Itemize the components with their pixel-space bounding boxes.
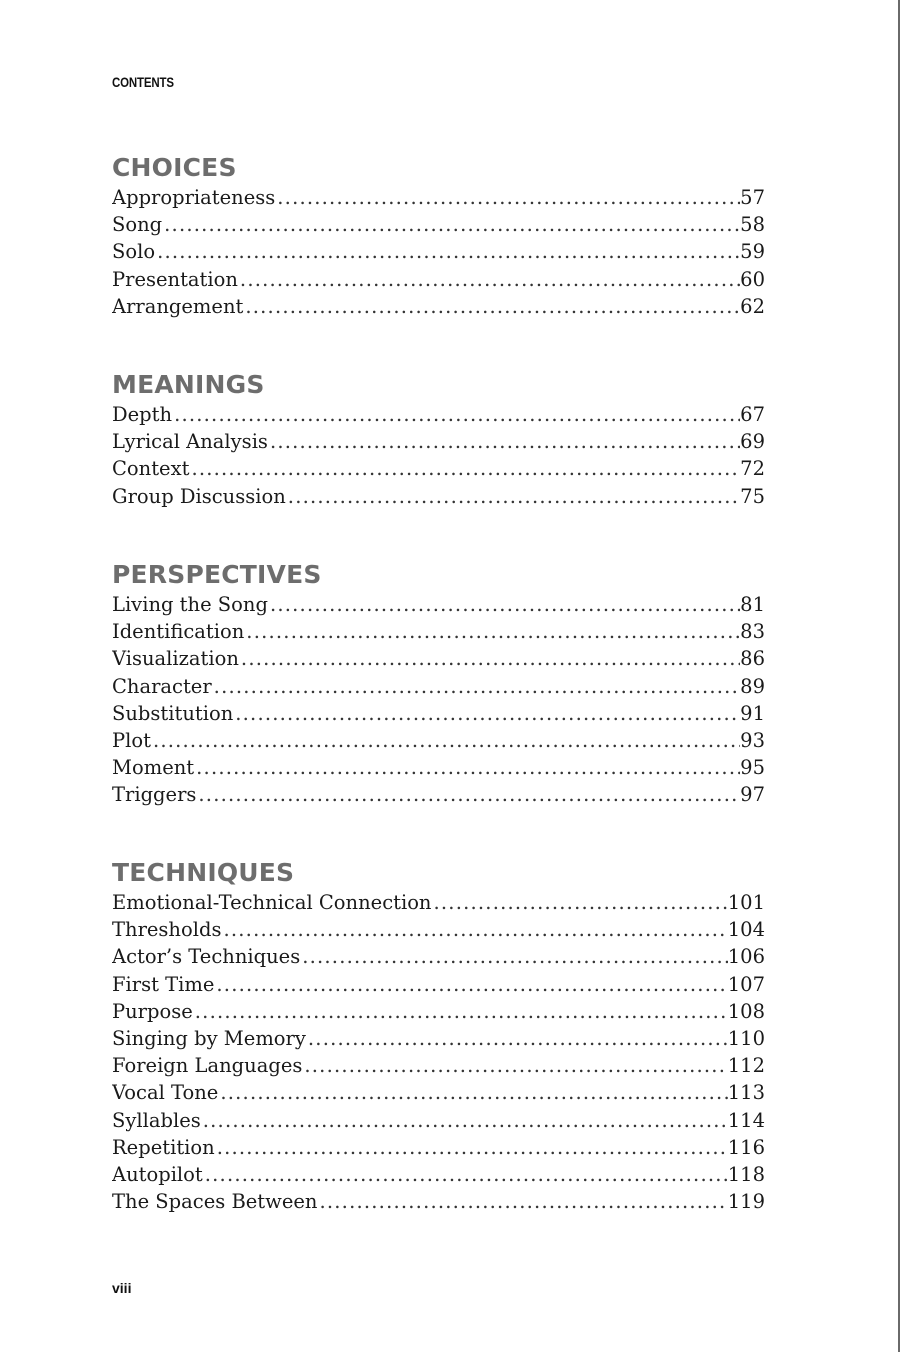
dot-leader bbox=[201, 1107, 728, 1134]
toc-section-perspectives bbox=[112, 559, 765, 809]
entry-title: First Time bbox=[112, 972, 215, 996]
entry-page-number: 81 bbox=[740, 593, 765, 616]
toc-entry[interactable] bbox=[112, 754, 765, 781]
entry-title: Context bbox=[112, 457, 190, 481]
section-title: MEANINGS bbox=[112, 370, 265, 399]
toc-entry[interactable] bbox=[112, 455, 765, 482]
dot-leader bbox=[218, 1079, 727, 1106]
toc-entry[interactable] bbox=[112, 1107, 765, 1134]
toc-entry[interactable] bbox=[112, 591, 765, 618]
toc-entry[interactable] bbox=[112, 1025, 765, 1052]
entry-page-number: 118 bbox=[727, 1162, 765, 1186]
toc-section-techniques bbox=[112, 857, 765, 1215]
entry-title: Autopilot bbox=[112, 1162, 203, 1186]
entry-page-number: 113 bbox=[727, 1081, 765, 1105]
entry-page-number: 107 bbox=[727, 972, 765, 996]
entry-title: Presentation bbox=[112, 267, 238, 291]
entry-page-number: 95 bbox=[740, 756, 765, 780]
entry-title: Depth bbox=[112, 403, 173, 426]
toc-entry[interactable] bbox=[112, 781, 765, 808]
dot-leader bbox=[193, 998, 728, 1025]
toc-entry[interactable] bbox=[112, 1134, 765, 1161]
entry-title: Plot bbox=[112, 728, 151, 752]
toc-entry[interactable] bbox=[112, 998, 765, 1025]
dot-leader bbox=[189, 455, 740, 482]
entry-page-number: 112 bbox=[727, 1054, 765, 1078]
section-title: TECHNIQUES bbox=[112, 858, 295, 887]
entry-page-number: 67 bbox=[740, 403, 765, 426]
entry-title: Solo bbox=[112, 240, 156, 264]
dot-leader bbox=[317, 1188, 727, 1215]
entry-page-number: 59 bbox=[740, 240, 765, 264]
toc-entry[interactable] bbox=[112, 618, 765, 645]
entry-title: Emotional-Technical Connection bbox=[112, 891, 432, 914]
entry-title: Identification bbox=[112, 620, 245, 644]
dot-leader bbox=[155, 238, 740, 265]
entry-title: Lyrical Analysis bbox=[112, 430, 268, 454]
section-title: CHOICES bbox=[112, 153, 237, 182]
entry-page-number: 104 bbox=[727, 918, 765, 942]
toc-entry[interactable] bbox=[112, 211, 765, 238]
dot-leader bbox=[244, 618, 740, 645]
entry-list bbox=[112, 184, 765, 320]
entry-list bbox=[112, 401, 765, 510]
entry-title: Purpose bbox=[112, 999, 193, 1023]
entry-page-number: 60 bbox=[740, 267, 765, 291]
toc-entry[interactable] bbox=[112, 971, 765, 998]
dot-leader bbox=[268, 591, 740, 618]
entry-title: Substitution bbox=[112, 701, 234, 725]
dot-leader bbox=[243, 293, 740, 320]
entry-title: Visualization bbox=[112, 647, 239, 671]
toc-entry[interactable] bbox=[112, 943, 765, 970]
dot-leader bbox=[221, 916, 727, 943]
toc-entry[interactable] bbox=[112, 1079, 765, 1106]
toc-entry[interactable] bbox=[112, 673, 765, 700]
entry-page-number: 83 bbox=[740, 620, 765, 644]
dot-leader bbox=[306, 1025, 728, 1052]
dot-leader bbox=[151, 727, 740, 754]
toc-entry[interactable] bbox=[112, 238, 765, 265]
entry-page-number: 116 bbox=[727, 1135, 765, 1159]
entry-page-number: 57 bbox=[740, 186, 765, 209]
dot-leader bbox=[203, 1161, 728, 1188]
toc-entry[interactable] bbox=[112, 916, 765, 943]
entry-page-number: 97 bbox=[740, 783, 765, 807]
entry-page-number: 108 bbox=[727, 999, 765, 1023]
dot-leader bbox=[162, 211, 740, 238]
entry-title: Character bbox=[112, 674, 212, 698]
dot-leader bbox=[212, 673, 741, 700]
toc-section-choices bbox=[112, 152, 765, 320]
entry-title: The Spaces Between bbox=[112, 1190, 318, 1214]
dot-leader bbox=[172, 401, 740, 428]
entry-title: Singing by Memory bbox=[112, 1026, 306, 1050]
entry-page-number: 86 bbox=[740, 647, 765, 671]
running-head: CONTENTS bbox=[112, 74, 174, 90]
entry-title: Actor’s Techniques bbox=[112, 945, 301, 969]
dot-leader bbox=[215, 1134, 728, 1161]
dot-leader bbox=[286, 483, 740, 510]
entry-page-number: 114 bbox=[727, 1108, 765, 1132]
dot-leader bbox=[302, 1052, 727, 1079]
entry-title: Appropriateness bbox=[112, 186, 276, 209]
dot-leader bbox=[268, 428, 740, 455]
entry-title: Song bbox=[112, 213, 163, 237]
dot-leader bbox=[300, 943, 728, 970]
entry-list bbox=[112, 591, 765, 809]
toc-entry[interactable] bbox=[112, 293, 765, 320]
dot-leader bbox=[214, 971, 727, 998]
toc-entry[interactable] bbox=[112, 727, 765, 754]
dot-leader bbox=[432, 889, 728, 916]
toc-entry[interactable] bbox=[112, 483, 765, 510]
toc-entry[interactable] bbox=[112, 266, 765, 293]
entry-title: Syllables bbox=[112, 1108, 201, 1132]
dot-leader bbox=[238, 266, 740, 293]
entry-page-number: 72 bbox=[740, 457, 765, 481]
toc-entry[interactable] bbox=[112, 428, 765, 455]
entry-title: Arrangement bbox=[112, 294, 244, 318]
entry-page-number: 75 bbox=[740, 484, 765, 508]
dot-leader bbox=[233, 700, 740, 727]
page-number: viii bbox=[112, 1280, 132, 1296]
toc-section-meanings bbox=[112, 369, 765, 510]
entry-page-number: 58 bbox=[740, 213, 765, 237]
entry-title: Repetition bbox=[112, 1135, 215, 1159]
entry-title: Group Discussion bbox=[112, 484, 286, 508]
toc-entry[interactable] bbox=[112, 1161, 765, 1188]
entry-title: Living the Song bbox=[112, 593, 268, 616]
toc-entry[interactable] bbox=[112, 184, 765, 211]
dot-leader bbox=[194, 754, 740, 781]
entry-page-number: 101 bbox=[727, 891, 765, 914]
entry-page-number: 69 bbox=[740, 430, 765, 454]
dot-leader bbox=[239, 645, 740, 672]
toc-entry[interactable] bbox=[112, 1052, 765, 1079]
toc-entry[interactable] bbox=[112, 401, 765, 428]
toc-entry[interactable] bbox=[112, 889, 765, 916]
toc-entry[interactable] bbox=[112, 700, 765, 727]
dot-leader bbox=[275, 184, 740, 211]
entry-page-number: 93 bbox=[740, 728, 765, 752]
entry-page-number: 119 bbox=[727, 1190, 765, 1214]
entry-page-number: 106 bbox=[727, 945, 765, 969]
entry-page-number: 89 bbox=[740, 674, 765, 698]
entry-page-number: 91 bbox=[740, 701, 765, 725]
entry-title: Moment bbox=[112, 756, 195, 780]
section-title: PERSPECTIVES bbox=[112, 560, 322, 589]
dot-leader bbox=[196, 781, 740, 808]
toc-entry[interactable] bbox=[112, 645, 765, 672]
entry-title: Vocal Tone bbox=[112, 1081, 219, 1105]
entry-title: Triggers bbox=[112, 783, 197, 807]
toc-entry[interactable] bbox=[112, 1188, 765, 1215]
entry-page-number: 110 bbox=[727, 1026, 765, 1050]
entry-list bbox=[112, 889, 765, 1215]
entry-title: Thresholds bbox=[112, 918, 222, 942]
entry-page-number: 62 bbox=[740, 294, 765, 318]
entry-title: Foreign Languages bbox=[112, 1054, 303, 1078]
